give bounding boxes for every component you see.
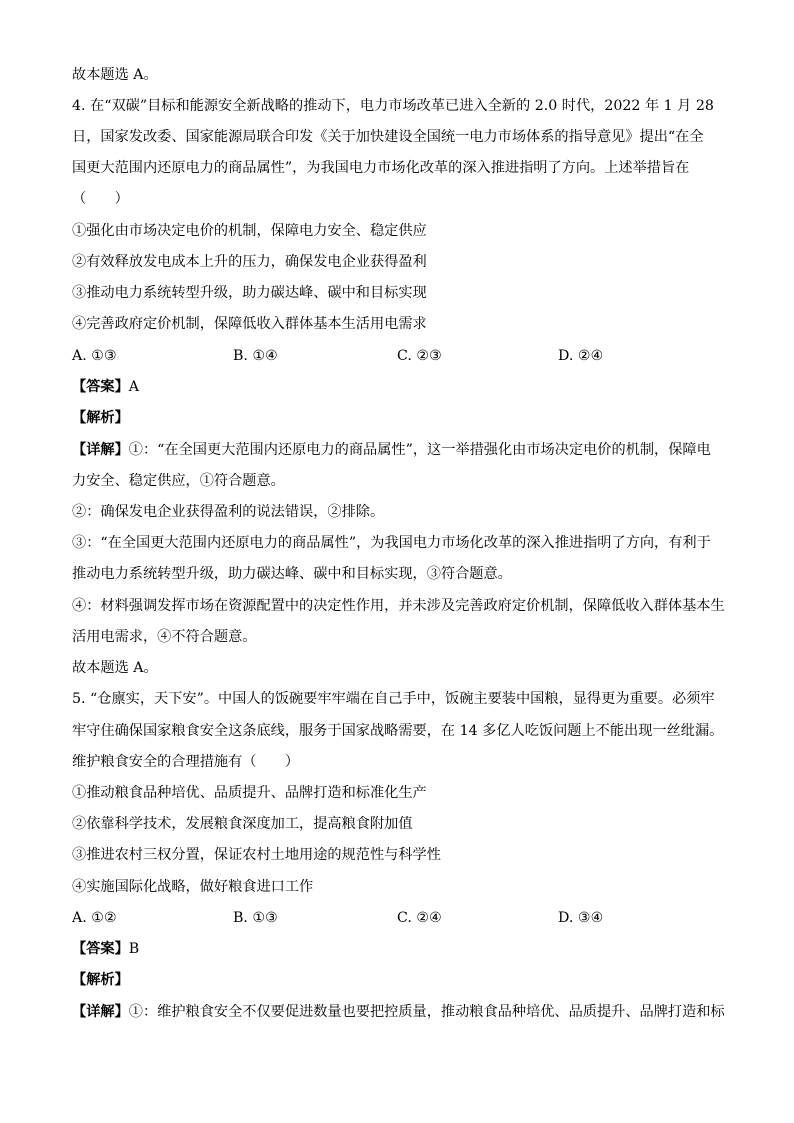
question-5-statement-1: ①推动粮食品种培优、品质提升、品牌打造和标准化生产: [72, 785, 427, 801]
detail-label: 【详解】: [72, 1004, 129, 1020]
question-4-blank: （ ）: [72, 191, 129, 207]
question-4-detail-line-4: ③：“在全国更大范围内还原电力的商品属性”，为我国电力市场化改革的深入推进指明了方向，有利于: [72, 535, 711, 551]
question-4-detail-line-7: 活用电需求，④不符合题意。: [72, 629, 257, 645]
question-4-stem-line-2: 日，国家发改委、国家能源局联合印发《关于加快建设全国统一电力市场体系的指导意见》提出“在全: [72, 129, 704, 145]
question-5-answer: [72, 939, 722, 959]
question-4-option-a: A. ①③: [72, 348, 117, 364]
question-5-statement-2: ②依靠科学技术，发展粮食深度加工，提高粮食附加值: [72, 816, 413, 832]
question-4-detail-line-3: ②：确保发电企业获得盈利的说法错误，②排除。: [72, 504, 385, 520]
question-4-answer: [72, 377, 722, 397]
answer-value: A: [128, 379, 140, 395]
question-4-option-d: D. ②④: [558, 348, 604, 364]
question-5-stem-line-1: 5. “仓廪实，天下安”。中国人的饭碗要牢牢端在自己手中，饭碗主要装中国粮，显得更为重要。必须牢: [72, 691, 715, 707]
answer-label: 【答案】: [72, 379, 129, 395]
detail-text: ①：“在全国更大范围内还原电力的商品属性”，这一举措强化由市场决定电价的机制，保障电: [128, 442, 711, 458]
question-4-statement-4: ④完善政府定价机制，保障低收入群体基本生活用电需求: [72, 316, 427, 332]
detail-label: 【详解】: [72, 442, 129, 458]
question-4-option-b: B. ①④: [233, 348, 278, 364]
question-5-stem-line-2: 牢守住确保国家粮食安全这条底线，服务于国家战略需要，在 14 多亿人吃饭问题上不能出现一丝纰漏。: [72, 723, 724, 739]
question-4-detail-line-1: [72, 440, 722, 460]
question-4-stem-line-3: 国更大范围内还原电力的商品属性”，为我国电力市场化改革的深入推进指明了方向。上述举措旨在: [72, 160, 690, 176]
question-5-option-d: D. ③④: [558, 910, 604, 926]
question-4-analysis-label: 【解析】: [72, 410, 129, 426]
question-4-detail-line-5: 推动电力系统转型升级，助力碳达峰、碳中和目标实现，③符合题意。: [72, 566, 512, 582]
question-5-statement-4: ④实施国际化战略，做好粮食进口工作: [72, 879, 314, 895]
question-5-option-a: A. ①②: [72, 910, 117, 926]
detail-text: ①：维护粮食安全不仅要促进数量也要把控质量，推动粮食品种培优、品质提升、品牌打造和标: [128, 1004, 725, 1020]
question-4-stem-line-1: 4. 在“双碳”目标和能源安全新战略的推动下，电力市场改革已进入全新的 2.0 时代，2022 年 1 月 28: [72, 98, 714, 114]
question-5-option-b: B. ①③: [233, 910, 278, 926]
question-4-statement-1: ①强化由市场决定电价的机制，保障电力安全、稳定供应: [72, 223, 427, 239]
question-5-statement-3: ③推进农村三权分置，保证农村土地用途的规范性与科学性: [72, 847, 441, 863]
question-4-conclusion: 故本题选 A。: [72, 660, 158, 676]
question-4-statement-2: ②有效释放发电成本上升的压力，确保发电企业获得盈利: [72, 254, 427, 270]
question-5-detail-line-1: [72, 1002, 725, 1022]
question-5-stem-line-3: 维护粮食安全的合理措施有（ ）: [72, 754, 300, 770]
conclusion-line: 故本题选 A。: [72, 67, 158, 83]
question-5-analysis-label: 【解析】: [72, 972, 129, 988]
answer-label: 【答案】: [72, 941, 129, 957]
question-5-option-c: C. ②④: [397, 910, 442, 926]
question-4-statement-3: ③推动电力系统转型升级，助力碳达峰、碳中和目标实现: [72, 285, 427, 301]
question-4-option-c: C. ②③: [397, 348, 442, 364]
question-4-detail-line-2: 力安全、稳定供应，①符合题意。: [72, 473, 285, 489]
answer-value: B: [128, 941, 140, 957]
question-4-detail-line-6: ④：材料强调发挥市场在资源配置中的决定性作用，并未涉及完善政府定价机制，保障低收入群体基本生: [72, 598, 725, 614]
